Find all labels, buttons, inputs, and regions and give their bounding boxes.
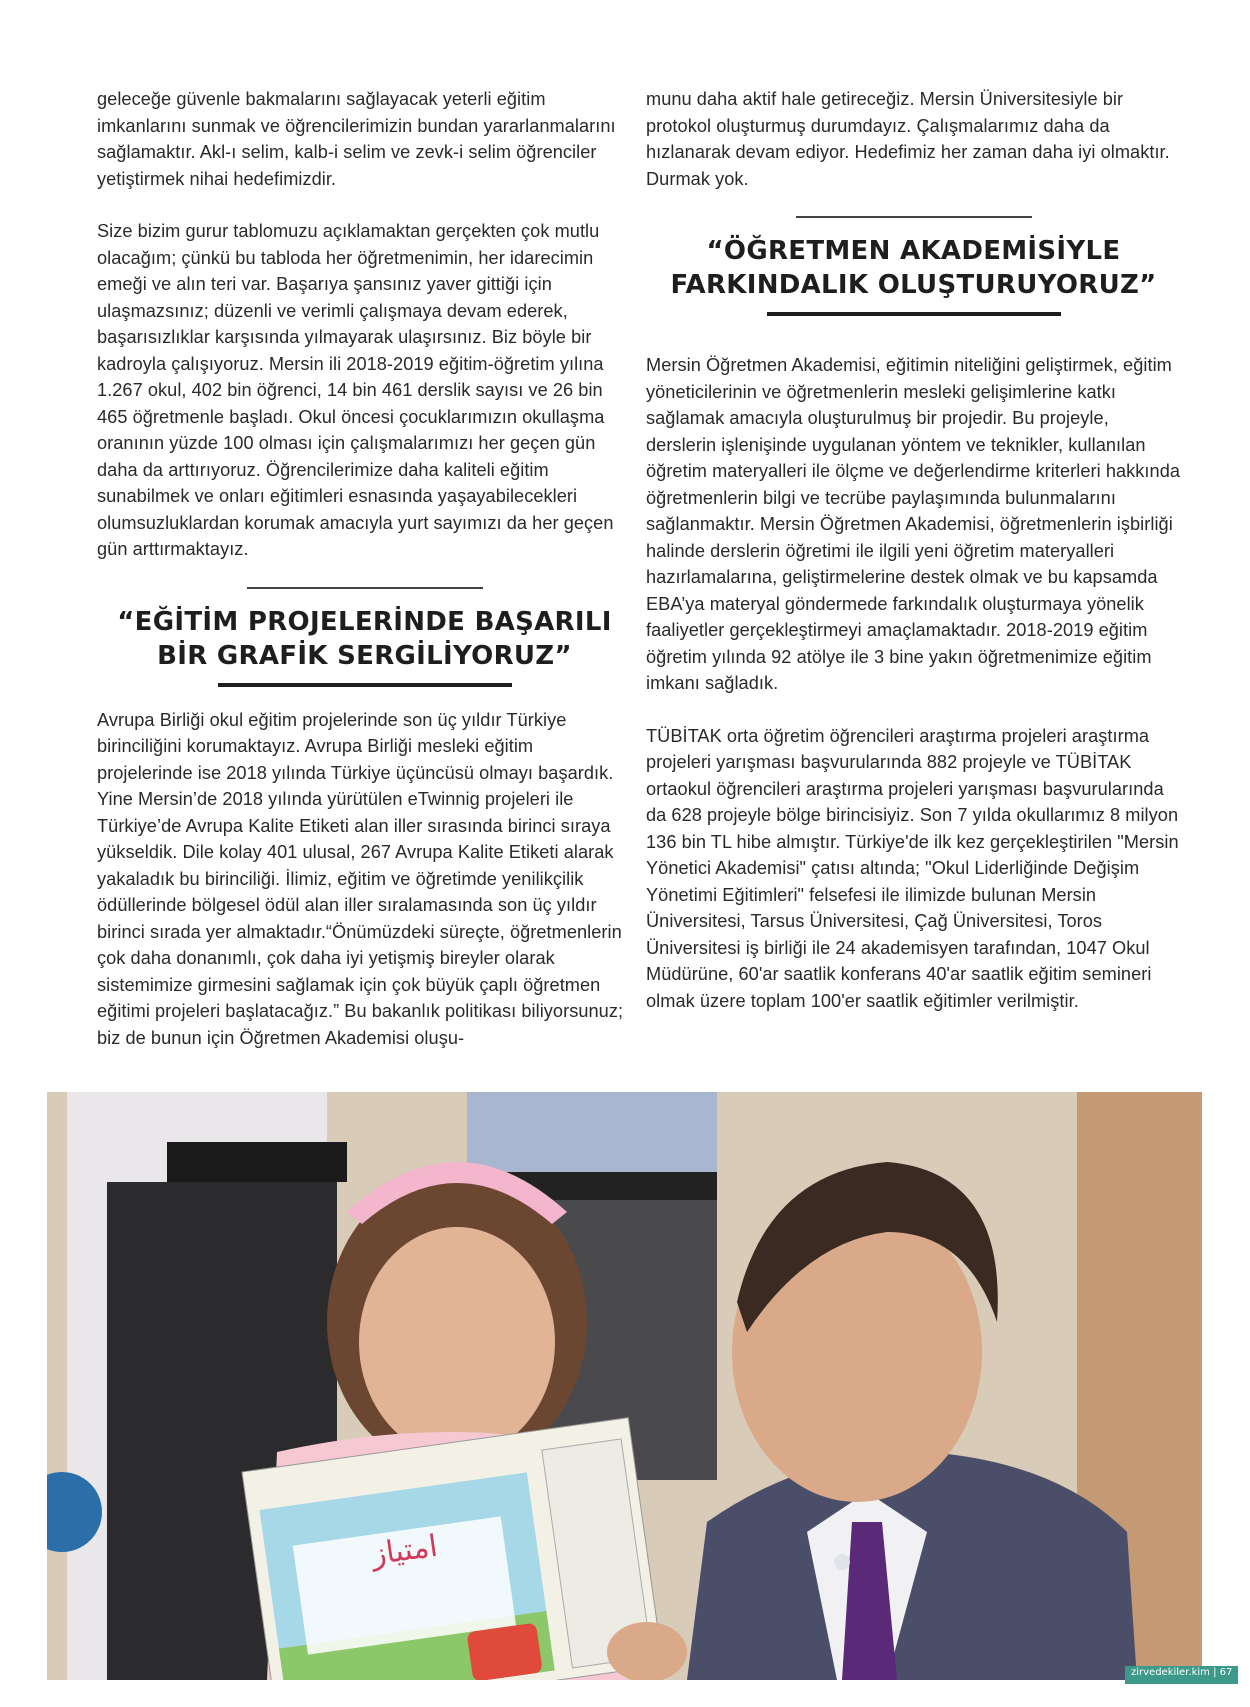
page-number: 67 <box>1219 1667 1233 1678</box>
headline-rule-top <box>247 587 483 589</box>
headline-rule-top <box>796 216 1032 218</box>
belt <box>167 1142 347 1182</box>
hand <box>607 1622 687 1680</box>
left-paragraph-1: geleceğe güvenle bakmalarını sağlayacak yeterli eğitim imkanlarını sunmak ve öğrencilerimizin bundan yararlanmalarını sağlamaktır. Akl-ı selim, kalb-i selim ve zevk-i selim öğrenciler yetiştirmek nihai hedefimizdir. <box>97 89 616 189</box>
footer-site: zirvedekiler.kim <box>1131 1667 1210 1678</box>
right-headline <box>646 234 1181 302</box>
right-column <box>646 86 1181 1014</box>
certificate-bus <box>466 1623 542 1680</box>
girl-face <box>359 1227 555 1457</box>
left-headline-line-2: BİR GRAFİK SERGİLİYORUZ” <box>157 640 572 671</box>
left-paragraph-2: Size bizim gurur tablomuzu açıklamaktan gerçekten çok mutlu olacağım; çünkü bu tabloda her öğretmenimin, her idarecimin emeği ve alın teri var. Başarıya şansınız yaver gittiği için ulaşmazsınız; düzenli ve verimli çalışmaya devam ederek, başarısızlıklar karşısında yılmayarak ulaşırsınız. Biz böyle bir kadroyla çalışıyoruz. Mersin ili 2018-2019 eğitim-öğretim yılına 1.267 okul, 402 bin öğrenci, 14 bin 461 derslik sayısı ve 26 bin 465 öğretmenle başladı. Okul öncesi çocuklarımızın okullaşma oranının yüzde 100 olması için çalışmalarımızı her geçen gün daha da arttırıyoruz. Öğrencilerimize daha kaliteli eğitim sunabilmek ve onları eğitimleri esnasında yaşayabilecekleri olumsuzluklardan korumak amacıyla yurt sayımızı da her geçen gün arttırmaktayız. <box>97 221 614 559</box>
right-headline-line-1: “ÖĞRETMEN AKADEMİSİYLE <box>706 236 1121 266</box>
article-photo <box>47 1092 1202 1680</box>
page-footer <box>1125 1666 1238 1684</box>
left-headline-line-1: “EĞİTİM PROJELERİNDE BAŞARILI <box>117 606 612 637</box>
lapel-pin <box>834 1554 850 1570</box>
right-paragraph-2: Mersin Öğretmen Akademisi, eğitimin niteliğini geliştirmek, eğitim yöneticilerinin ve öğretmenlerin mesleki gelişimlerine katkı sağlamak amacıyla oluşturulmuş bir projedir. Bu projeyle, derslerin işlenişinde uygulanan yöntem ve teknikler, kullanılan öğretim materyalleri ile ölçme ve değerlendirme kriterleri hakkında öğretmenlerin bilgi ve tecrübe paylaşımında bulunmalarını sağlanmaktır. Mersin Öğretmen Akademisi, öğretmenlerin işbirliği halinde derslerin öğretimi ile ilgili yeni öğretim materyalleri hazırlamalarına, geliştirmelerine destek olmak ve bu kapsamda EBA’ya materyal göndermede farkındalık oluşturmaya yönelik faaliyetler gerçekleştirmeyi amaçlamaktadır. 2018-2019 eğitim öğretim yılında 92 atölye ile 3 bine yakın öğretmenimize eğitim imkanı sağladık. <box>646 355 1181 693</box>
left-headline <box>97 605 632 673</box>
photo-illustration <box>47 1092 1202 1680</box>
footer-separator: | <box>1213 1667 1220 1678</box>
certificate-title: امتياز <box>369 1528 440 1573</box>
left-paragraph-3: Avrupa Birliği okul eğitim projelerinde son üç yıldır Türkiye birinciliğini korumaktayız. Avrupa Birliği mesleki eğitim projelerinde ise 2018 yılında Türkiye üçüncüsü olmayı başardık. Yine Mersin’de 2018 yılında yürütülen eTwinnig projeleri ile Türkiye’de Avrupa Kalite Etiketi alan iller sırasında birinci sıraya yükseldik. Dile kolay 401 ulusal, 267 Avrupa Kalite Etiketi alarak yakaladık bu birinciliği. İlimiz, eğitim ve öğretimde yenilikçilik ödüllerinde bölgesel ödül alan iller sıralamasında son üç yıldır birinci sırada yer almaktadır.“Önümüzdeki süreçte, öğretmenlerin çok daha donanımlı, çok daha iyi yetişmiş bireyler olarak sistemimize girmesini sağlamak için çok büyük çaplı öğretmen eğitimi projeleri başlatacağız.” Bu bakanlık politikası biliyorsunuz; biz de bunun için Öğretmen Akademisi oluşu- <box>97 709 624 1048</box>
right-headline-line-2: FARKINDALIK OLUŞTURUYORUZ” <box>670 270 1157 300</box>
left-column <box>97 86 632 1051</box>
right-paragraph-1: munu daha aktif hale getireceğiz. Mersin Üniversitesiyle bir protokol oluşturmuş durumdayız. Çalışmalarımız daha da hızlanarak devam ediyor. Hedefimiz her zaman daha iyi olmaktır. Durmak yok. <box>646 89 1170 189</box>
right-paragraph-3: TÜBİTAK orta öğretim öğrencileri araştırma projeleri araştırma projeleri yarışması başvurularında 882 projeyle ve TÜBİTAK ortaokul öğrencileri araştırma projeleri yarışması başvurularında da 628 projeyle bölge birincisiyiz. Son 7 yılda okullarımız 8 milyon 136 bin TL hibe almıştır. Türkiye'de ilk kez gerçekleştirilen "Mersin Yönetici Akademisi" çatısı altında; "Okul Liderliğinde Değişim Yönetimi Eğitimleri" felsefesi ile ilimizde bulunan Mersin Üniversitesi, Tarsus Üniversitesi, Çağ Üniversitesi, Toros Üniversitesi iş birliği ile 24 akademisyen tarafından, 1047 Okul Müdürüne, 60'ar saatlik konferans 40'ar saatlik eğitim semineri olmak üzere toplam 100'er saatlik eğitimler verilmiştir. <box>646 725 1179 1011</box>
